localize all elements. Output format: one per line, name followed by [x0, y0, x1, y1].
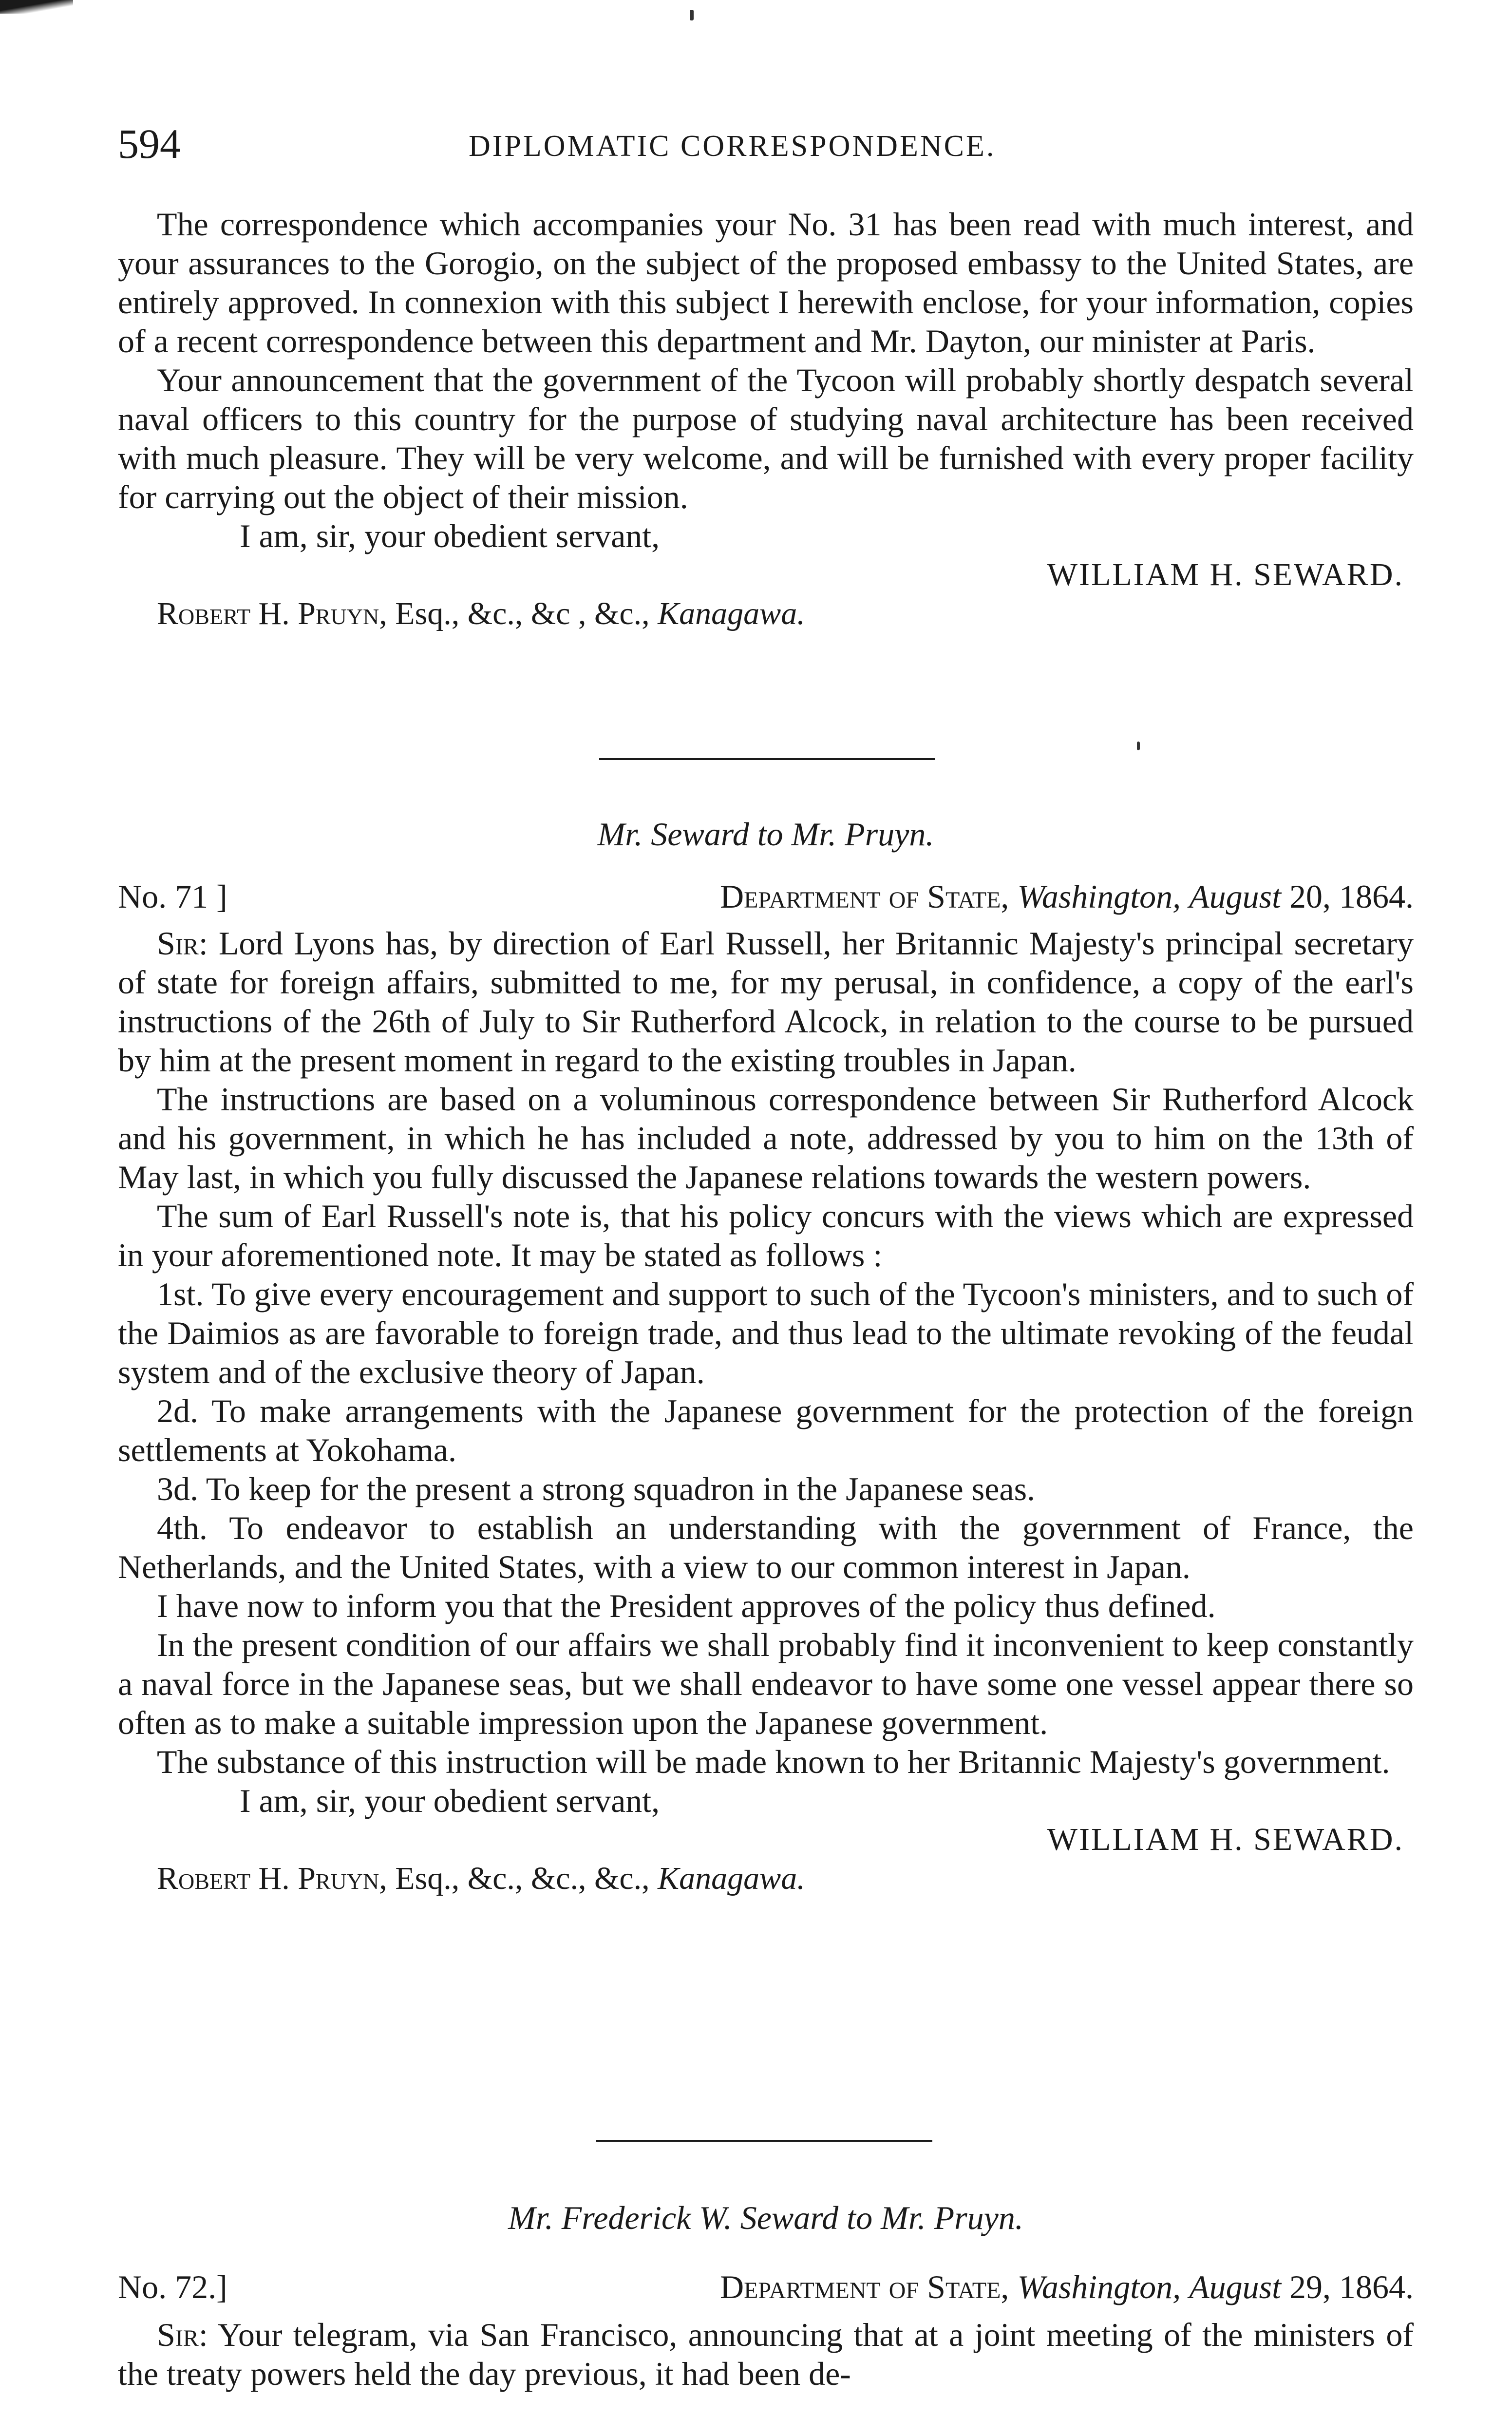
scan-dot-mark — [690, 10, 694, 20]
letter-2-addressee — [118, 1859, 1414, 1898]
letter-3-dateline — [118, 2267, 1414, 2306]
letter-2-addressee-place: Kanagawa. — [658, 1861, 805, 1896]
letter-3-body — [118, 2315, 1414, 2393]
letter-2-paragraph-9: In the present condition of our affairs we shall probably find it inconvenient to keep constantly a naval force in the Japanese seas, but we shall endeavor to have some one vessel appear there so often as to make a suitable impression upon the Japanese government. — [118, 1626, 1414, 1741]
letter-2-dept-line — [720, 877, 1414, 916]
letter-2-number: No. 71 ] — [118, 878, 227, 915]
letter-2-paragraph-1-text: : Lord Lyons has, by direction of Earl Russell, her Britannic Majesty's principal secretary of state for foreign affairs, submitted to me, for my perusal, in confidence, a copy of the earl's instructions of the 26th of July to Sir Rutherford Alcock, in relation to the course to be pursued by him at the present moment in regard to the existing troubles in Japan. — [118, 925, 1414, 1079]
letter-3-dept: Department of State, — [719, 2268, 1009, 2305]
letter-2-paragraph-10: The substance of this instruction will be made known to her Britannic Majesty's government. — [157, 1743, 1390, 1780]
letter-2-paragraph-7: 4th. To endeavor to establish an understanding with the government of France, the Netherlands, and the United States, with a view to our common interest in Japan. — [118, 1509, 1414, 1585]
letter-1-addressee — [118, 594, 1414, 633]
letter-1-signature: WILLIAM H. SEWARD. — [1047, 557, 1404, 592]
letter-2-paragraph-6: 3d. To keep for the present a strong squadron in the Japanese seas. — [157, 1470, 1036, 1507]
letter-3-number: No. 72.] — [118, 2268, 227, 2305]
letter-1-closing: I am, sir, your obedient servant, — [240, 517, 660, 554]
letter-2-month: August — [1189, 878, 1281, 915]
page-header — [118, 117, 1414, 171]
letter-2-addressee-rest: , Esq., &c., &c., &c., — [379, 1861, 658, 1896]
letter-2-signature: WILLIAM H. SEWARD. — [1047, 1822, 1404, 1857]
page-number: 594 — [118, 120, 181, 167]
letter-1-paragraph-2: Your announcement that the government of the Tycoon will probably shortly despatch several naval officers to this country for the purpose of studying naval architecture has been received with much pleasure. They will be very welcome, and will be furnished with every proper facility for carrying out the object of their mission. — [118, 362, 1414, 515]
letter-3-paragraph-1-text: : Your telegram, via San Francisco, announcing that at a joint meeting of the ministers of the treaty powers held the day previous, it had been de- — [118, 2316, 1414, 2392]
letter-2-date: 20, 1864. — [1289, 878, 1414, 915]
letter-1-body — [118, 205, 1414, 633]
letter-2-dept: Department of State, — [719, 878, 1009, 915]
letter-2-paragraph-4: 1st. To give every encouragement and support to such of the Tycoon's ministers, and to such of the Daimios as are favorable to foreign trade, and thus lead to the ultimate revoking of the feudal system and of the exclusive theory of Japan. — [118, 1275, 1414, 1390]
letter-2-paragraph-3: The sum of Earl Russell's note is, that his policy concurs with the views which are expressed in your aforementioned note. It may be stated as follows : — [118, 1198, 1414, 1274]
section-divider-1 — [599, 758, 935, 760]
letter-3-month: August — [1189, 2268, 1281, 2305]
letter-3-place: Washington, — [1017, 2268, 1181, 2305]
letter-2-place: Washington, — [1017, 878, 1181, 915]
letter-2-closing: I am, sir, your obedient servant, — [240, 1782, 660, 1819]
letter-3-dept-line — [720, 2267, 1414, 2306]
letter-2-paragraph-1 — [118, 924, 1414, 1080]
letter-1-addressee-rest: , Esq., &c., &c , &c., — [379, 596, 658, 631]
section-divider-2 — [596, 2140, 932, 2142]
scan-corner-mark — [0, 0, 73, 14]
letter-2-salutation: Sir — [157, 925, 199, 962]
letter-2-paragraph-8: I have now to inform you that the President approves of the policy thus defined. — [157, 1587, 1216, 1624]
letter-3-date: 29, 1864. — [1289, 2268, 1414, 2305]
letter-3-title: Mr. Frederick W. Seward to Mr. Pruyn. — [508, 2199, 1023, 2236]
scan-stray-mark — [1137, 742, 1140, 750]
letter-2-dateline — [118, 877, 1414, 916]
letter-2-paragraph-5: 2d. To make arrangements with the Japanese government for the protection of the foreign settlements at Yokohama. — [118, 1392, 1414, 1468]
letter-1-addressee-name: Robert H. Pruyn — [157, 596, 379, 631]
letter-1-addressee-place: Kanagawa. — [658, 596, 805, 631]
letter-2-paragraph-2: The instructions are based on a voluminous correspondence between Sir Rutherford Alcock and his government, in which he has included a note, addressed by you to him on the 13th of May last, in which you fully discussed the Japanese relations towards the western powers. — [118, 1081, 1414, 1196]
letter-3-paragraph-1 — [118, 2315, 1414, 2393]
letter-2-title: Mr. Seward to Mr. Pruyn. — [597, 816, 934, 853]
letter-2-addressee-name: Robert H. Pruyn — [157, 1861, 379, 1896]
letter-3-salutation: Sir — [157, 2316, 199, 2353]
letter-1-paragraph-1: The correspondence which accompanies your No. 31 has been read with much interest, and your assurances to the Gorogio, on the subject of the proposed embassy to the United States, are entirely approved. In connexion with this subject I herewith enclose, for your information, copies of a recent correspondence between this department and Mr. Dayton, our minister at Paris. — [118, 206, 1414, 360]
letter-2-body — [118, 924, 1414, 1898]
running-head: DIPLOMATIC CORRESPONDENCE. — [469, 130, 996, 163]
